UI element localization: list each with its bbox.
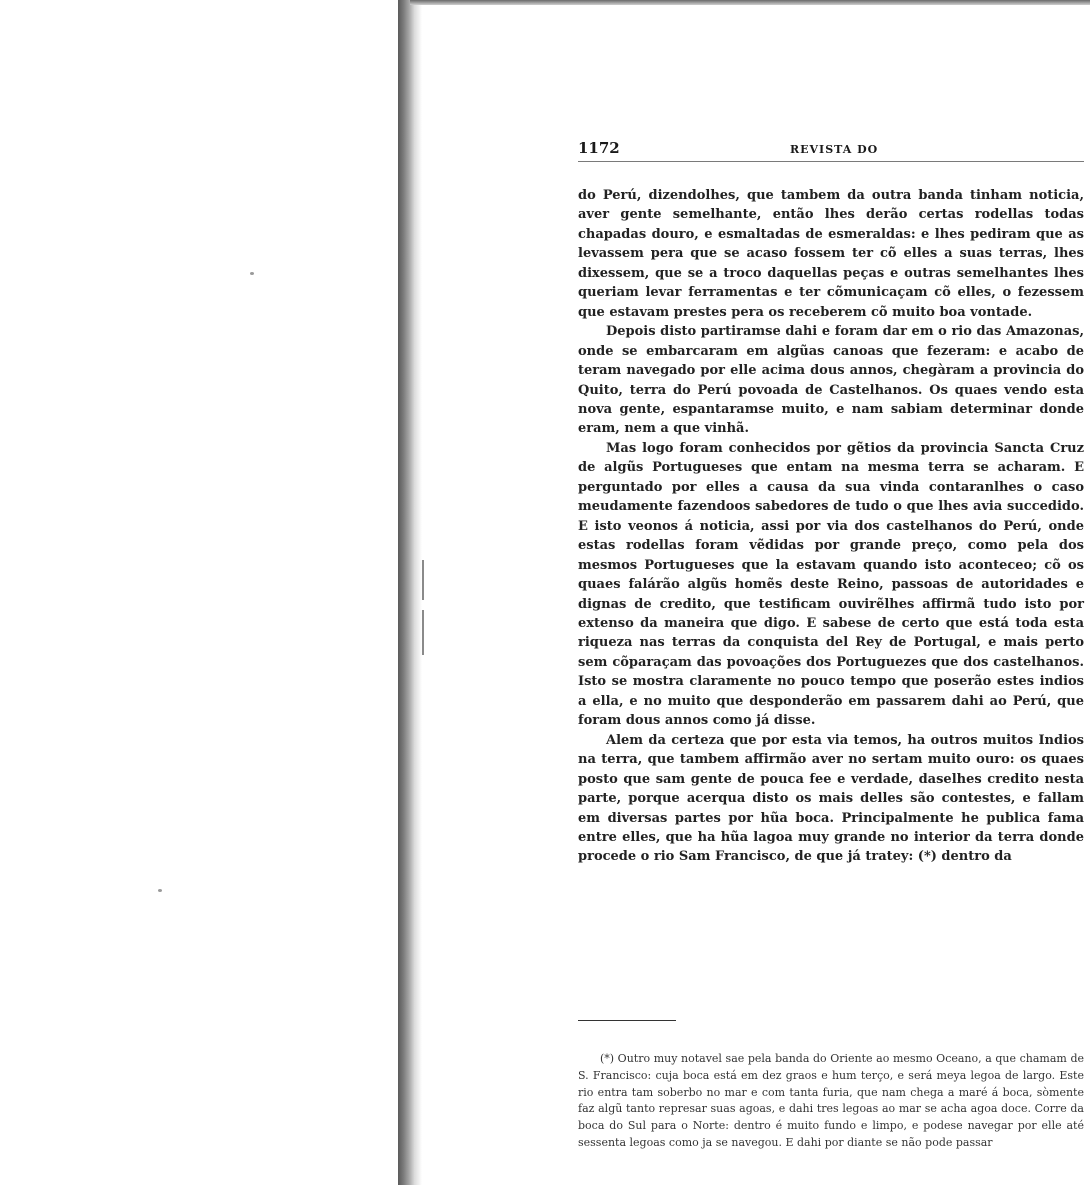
running-head	[578, 135, 1084, 162]
gutter-mark	[422, 610, 424, 655]
paper-speck	[158, 889, 162, 892]
footnote: (*) Outro muy notavel sae pela banda do Oriente ao mesmo Oceano, a que chamam de S. Francisco: cuja boca está em dez graos e hum terço, e será meya legoa de largo. Este rio entra tam soberbo no mar e com tanta furia, que nam chega a maré á boca, sòmente faz algũ tanto represar suas agoas, e dahi tres legoas ao mar se acha agoa doce. Corre da boca do Sul para o Norte: dentro é muito fundo e limpo, e podese navegar por elle até sessenta legoas como ja se navegou. E dahi por diante se não pode passar	[578, 1052, 1084, 1149]
paragraph: Mas logo foram conhecidos por gẽtios da provincia Sancta Cruz de algũs Portugueses que entam na mesma terra se acharam. E perguntado por elles a causa da sua vinda contaranlhes o caso meudamente fazendoos sabedores de tudo o que lhes avia succedido. E isto veonos á noticia, assi por via dos castelhanos do Perú, onde estas rodellas foram vẽdidas por grande preço, como pela dos mesmos Portugueses que la estavam quando isto aconteceo; cõ os quaes falárão algũs homẽs deste Reino, passoas de autoridades e dignas de credito, que testificam ouvirẽlhes affirmã tudo isto por extenso da maneira que digo. E sabese de certo que está toda esta riqueza nas terras da conquista del Rey de Portugal, e mais perto sem cõparaçam das povoações dos Portuguezes que dos castelhanos. Isto se mostra claramente no pouco tempo que poserão estes indios a ella, e no muito que desponderão em passarem dahi ao Perú, que foram dous annos como já disse.	[578, 440, 1084, 729]
running-title: REVISTA DO	[790, 143, 879, 156]
footnote-rule	[578, 1020, 676, 1021]
gutter-shadow	[414, 0, 422, 1185]
body-text	[578, 186, 1084, 867]
book-gutter	[398, 0, 414, 1185]
paragraph: Alem da certeza que por esta via temos, ha outros muitos Indios na terra, que tambem affirmão aver no sertam muito ouro: os quaes posto que sam gente de pouca fee e verdade, daselhes credito nesta parte, porque acerqua disto os mais delles são contestes, e fallam em diversas partes por hũa boca. Principalmente he publica fama entre elles, que ha hũa lagoa muy grande no interior da terra donde procede o rio Sam Francisco, de que já tratey: (*) dentro da	[578, 732, 1084, 865]
gutter-mark	[422, 560, 424, 600]
paper-speck	[250, 272, 254, 275]
paragraph: do Perú, dizendolhes, que tambem da outra banda tinham noticia, aver gente semelhante, então lhes derão certas rodellas todas chapadas douro, e esmaltadas de esmeraldas: e lhes pediram que as levassem pera que se acaso fossem ter cõ elles a suas terras, lhes dixessem, que se a troco daquellas peças e outras semelhantes lhes queriam levar ferramentas e ter cõmunicaçam cõ elles, o fezessem que estavam prestes pera os receberem cõ muito boa vontade.	[578, 188, 1084, 320]
page-number: 1172	[578, 139, 620, 157]
page-top-edge	[410, 0, 1090, 5]
printed-page	[578, 135, 1084, 867]
paragraph: Depois disto partiramse dahi e foram dar em o rio das Amazonas, onde se embarcaram em algũas canoas que fezeram: e acabo de teram navegado por elle acima dous annos, chegàram a provincia do Quito, terra do Perú povoada de Castelhanos. Os quaes vendo esta nova gente, espantaramse muito, e nam sabiam determinar donde eram, nem a que vinhã.	[578, 324, 1084, 437]
blank-left-page	[0, 0, 400, 1185]
